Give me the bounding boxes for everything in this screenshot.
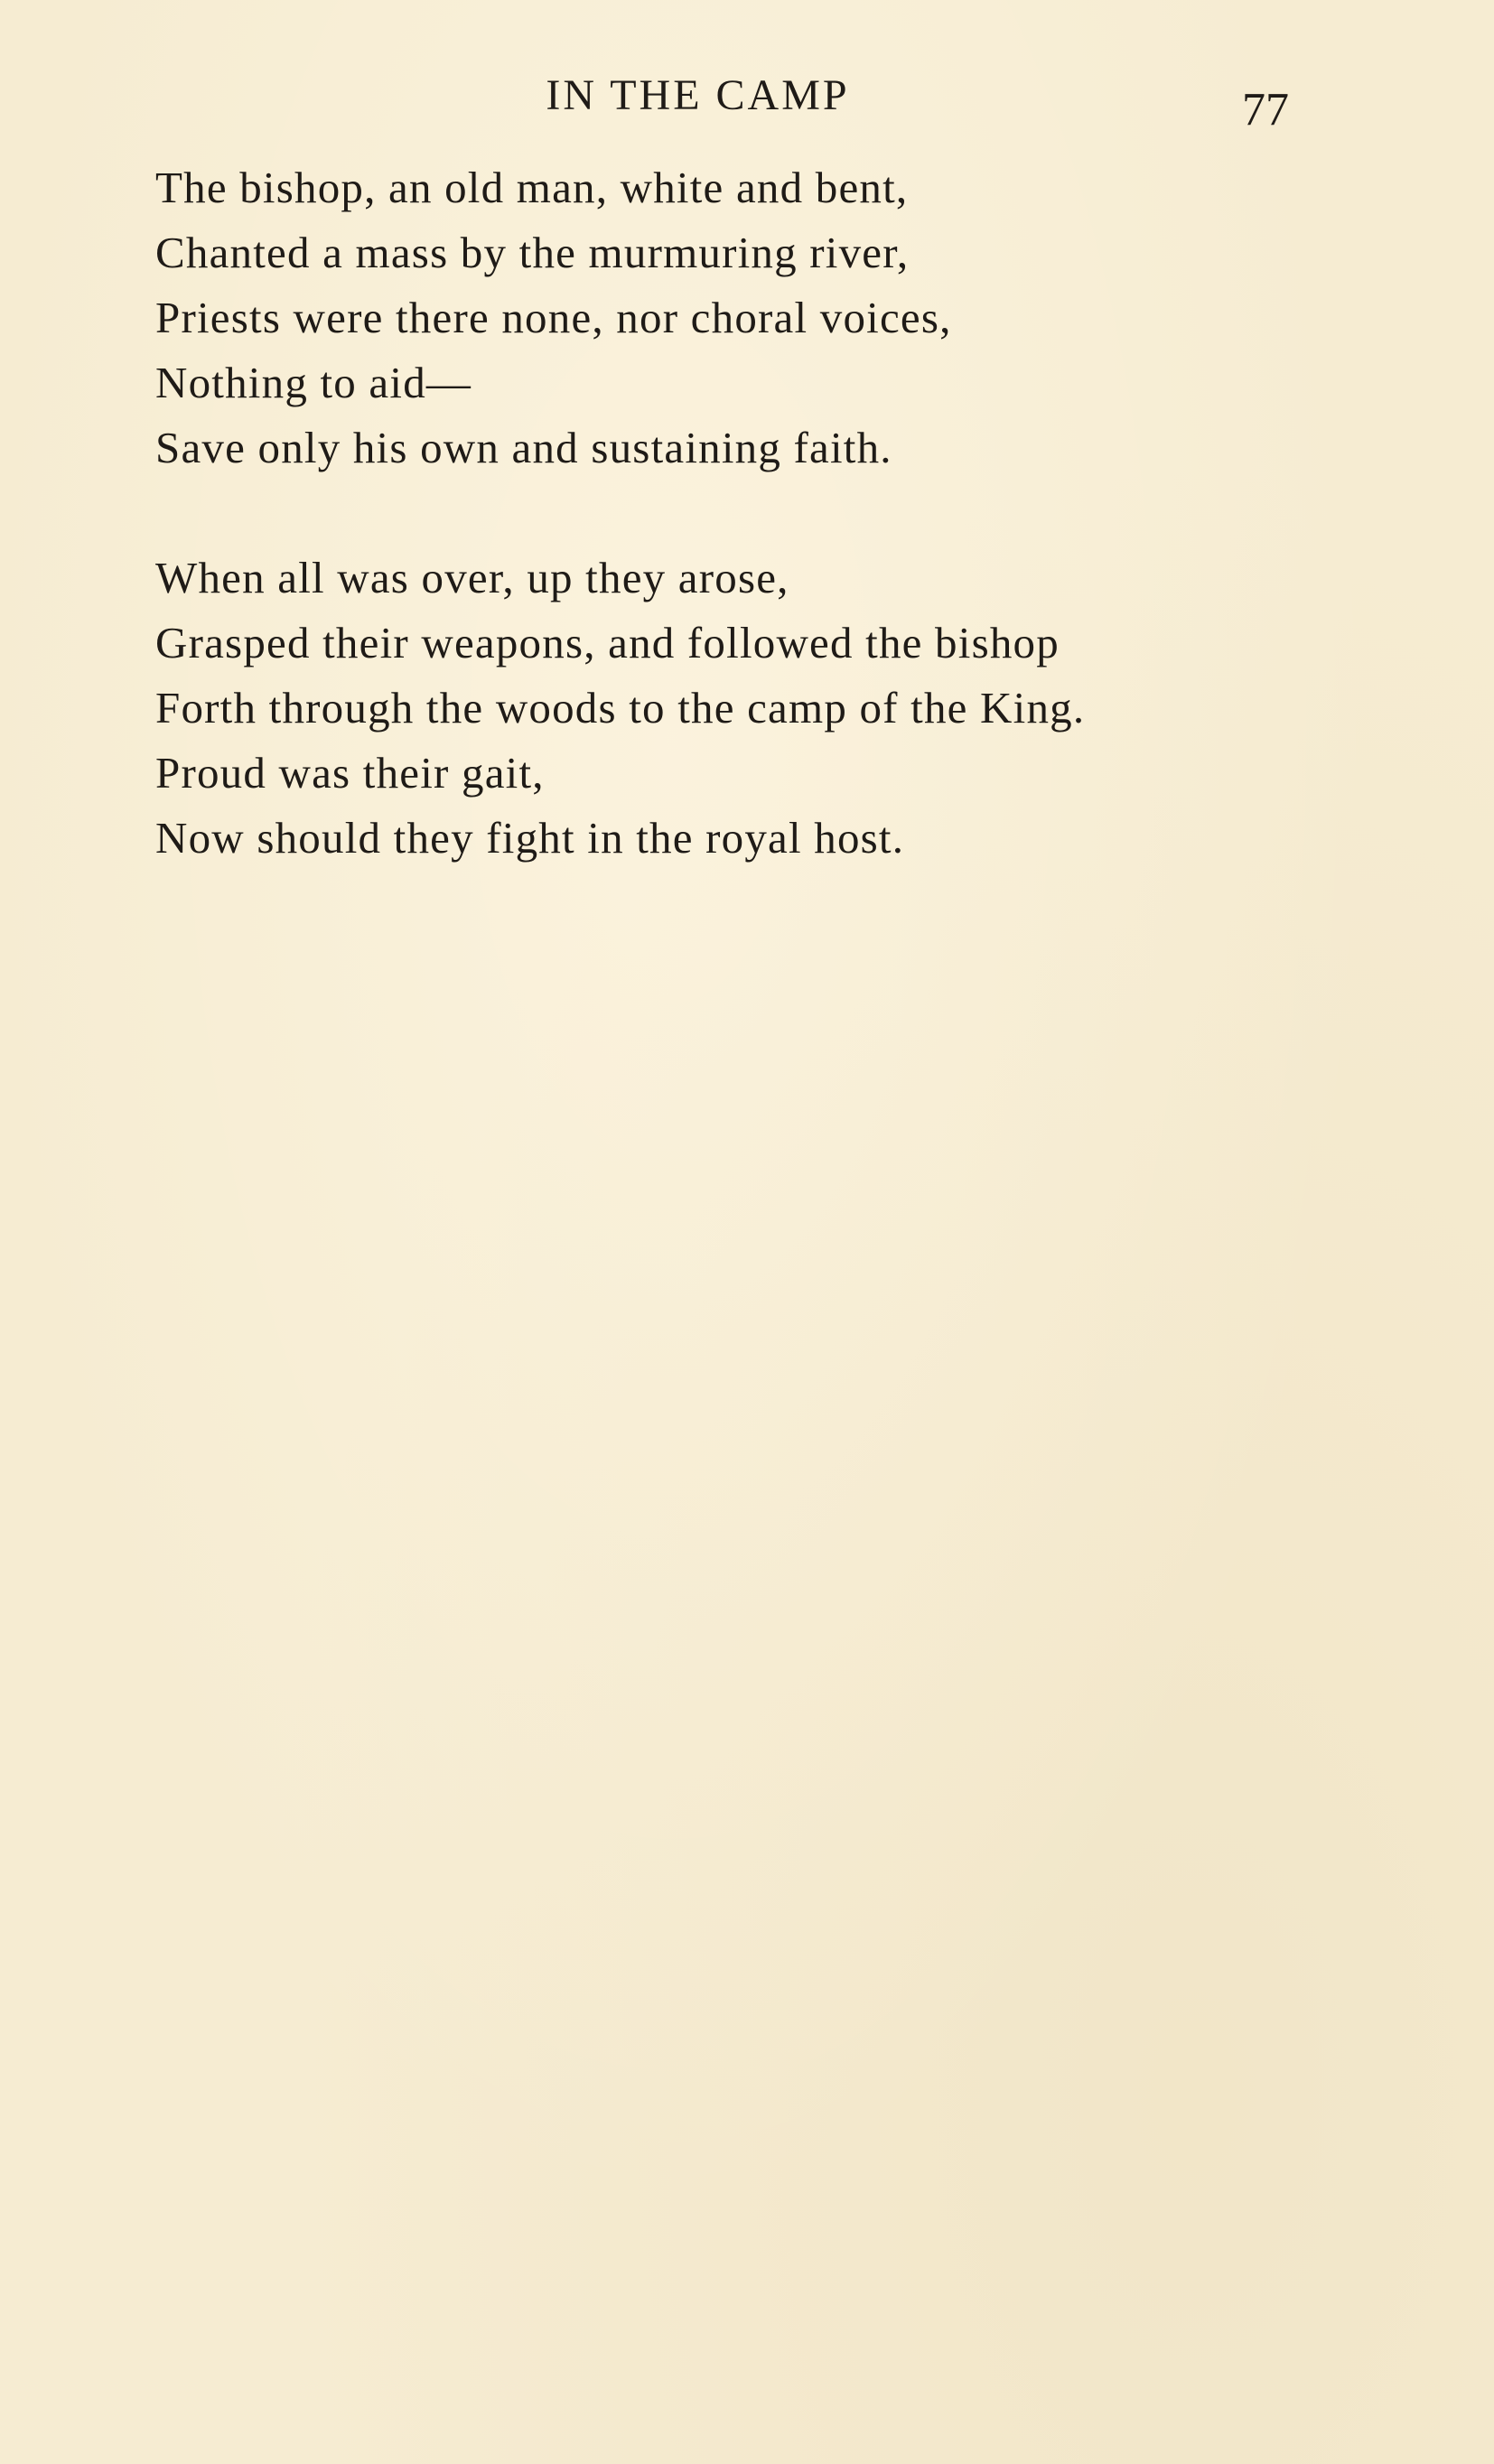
poem-line: Priests were there none, nor choral voices, (155, 293, 952, 342)
poem-line: The bishop, an old man, white and bent, (155, 163, 909, 212)
poem-body (155, 155, 1348, 871)
poem-line: Chanted a mass by the murmuring river, (155, 228, 910, 277)
running-title: IN THE CAMP (546, 71, 850, 119)
poem-line: Now should they fight in the royal host. (155, 813, 905, 863)
poem-line: Save only his own and sustaining faith. (155, 423, 892, 472)
stanza-1 (155, 155, 1348, 481)
poem-line: Forth through the woods to the camp of the King. (155, 683, 1086, 733)
poem-line: Nothing to aid— (155, 358, 472, 407)
stanza-2 (155, 546, 1348, 871)
page-number: 77 (1242, 84, 1289, 135)
poem-line: When all was over, up they arose, (155, 553, 789, 602)
poem-line: Proud was their gait, (155, 748, 545, 798)
poem-line: Grasped their weapons, and followed the bishop (155, 618, 1060, 667)
